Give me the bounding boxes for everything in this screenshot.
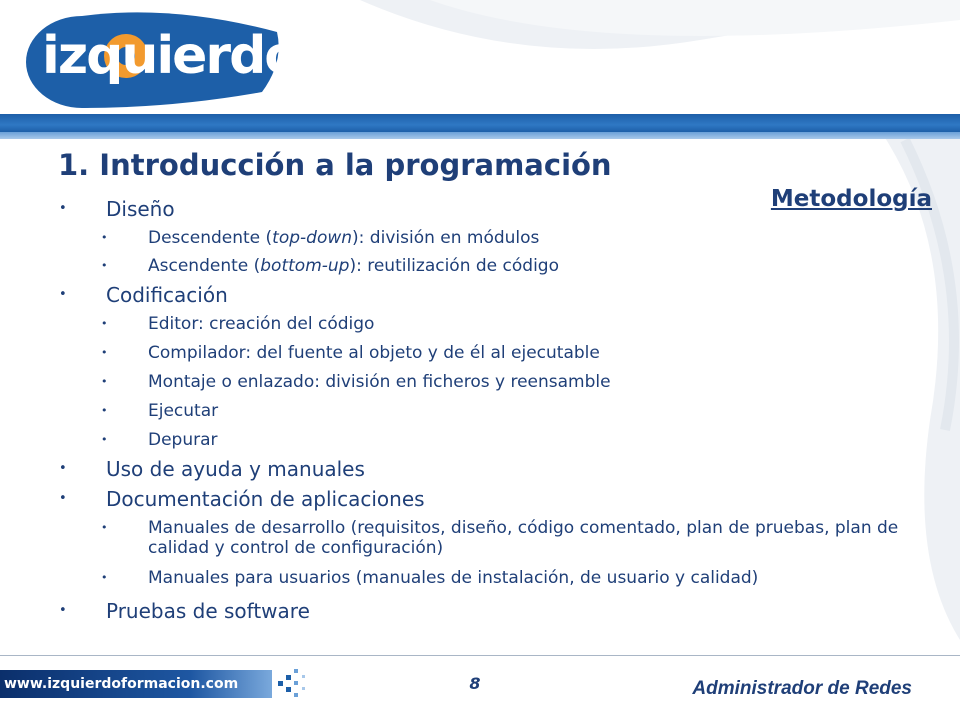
bullet-list: [0, 196, 960, 624]
sub-bullet-ejecutar: • Ejecutar: [0, 401, 908, 421]
sub-bullet-compilador: • Compilador: del fuente al objeto y de él al ejecutable: [0, 343, 908, 363]
footer-brand: Administrador de Redes: [692, 678, 912, 699]
slide-title: 1. Introducción a la programación: [58, 148, 612, 182]
bullet-documentacion: • Documentación de aplicaciones: [0, 486, 960, 512]
izquierdo-logo: [22, 4, 299, 110]
footer-url: www.izquierdoformacion.com: [0, 670, 272, 698]
header-band: [0, 114, 960, 132]
sub-bullet-depurar: • Depurar: [0, 430, 908, 450]
bullet-pruebas: • Pruebas de software: [0, 598, 960, 624]
italic-term: top-down: [272, 228, 353, 248]
bullet-codificacion: • Codificación: [0, 282, 960, 308]
dot-grid-icon: [276, 667, 310, 701]
sub-bullet-manuales-usuarios: • Manuales para usuarios (manuales de instalación, de usuario y calidad): [0, 568, 908, 588]
bullet-diseno: • Diseño: [0, 196, 960, 222]
sub-bullet-ascendente: • Ascendente (bottom-up): reutilización de código: [0, 256, 908, 276]
footer-divider: [0, 655, 960, 656]
italic-term: bottom-up: [260, 256, 350, 276]
sub-bullet-manuales-desarrollo: • Manuales de desarrollo (requisitos, diseño, código comentado, plan de pruebas, plan de calidad y control de configuración): [0, 518, 908, 558]
sub-bullet-montaje: • Montaje o enlazado: división en ficheros y reensamble: [0, 372, 908, 392]
sub-bullet-descendente: • Descendente (top-down): división en módulos: [0, 228, 908, 248]
section-label: Metodología: [770, 186, 932, 212]
page-number: 8: [469, 674, 481, 693]
sub-bullet-editor: • Editor: creación del código: [0, 314, 908, 334]
logo-text: izquierdo: [42, 26, 299, 86]
header-band-highlight: [0, 132, 960, 139]
bullet-ayuda: • Uso de ayuda y manuales: [0, 456, 960, 482]
